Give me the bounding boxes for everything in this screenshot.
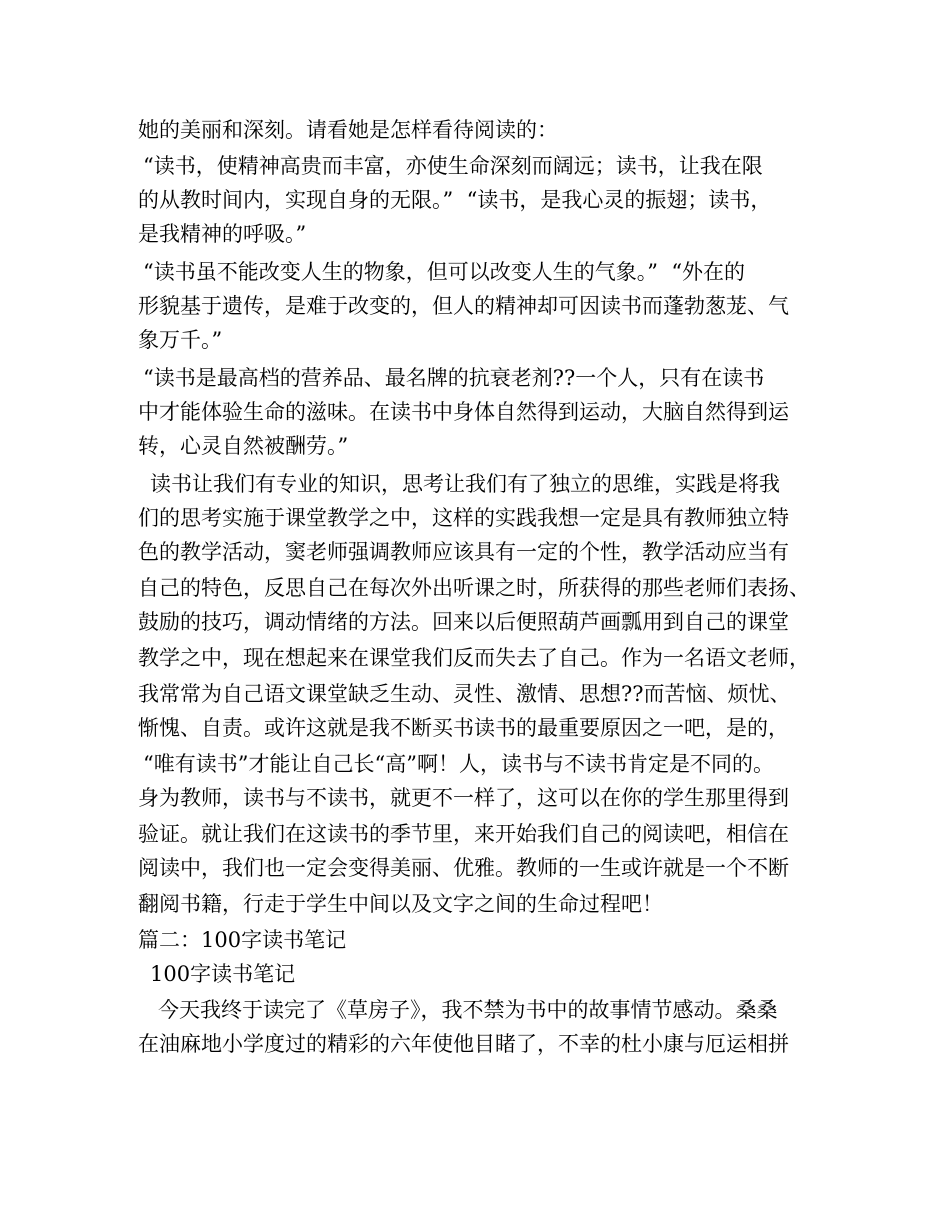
section-subheading: 100字读书笔记 (150, 962, 296, 986)
text-line: 的从教时间内，实现自身的无限。” “读书，是我心灵的振翅；读书， (138, 188, 772, 212)
text-line: 验证。就让我们在这读书的季节里，来开始我们自己的阅读吧，相信在 (138, 822, 789, 846)
text-line: 是我精神的呼吸。” (138, 222, 307, 246)
text-line: 今天我终于读完了《草房子》，我不禁为书中的故事情节感动。桑桑 (158, 998, 778, 1022)
text-line: 自己的特色，反思自己在每次外出听课之时，所获得的那些老师们表扬、 (138, 576, 810, 600)
text-line: 鼓励的技巧，调动情绪的方法。回来以后便照葫芦画瓢用到自己的课堂 (138, 610, 789, 634)
text-line: 身为教师，读书与不读书，就更不一样了，这可以在你的学生那里得到 (138, 786, 789, 810)
text-line: 阅读中，我们也一定会变得美丽、优雅。教师的一生或许就是一个不断 (138, 856, 789, 880)
text-line: “读书虽不能改变人生的物象，但可以改变人生的气象。” “外在的 (143, 260, 746, 284)
text-line: “唯有读书”才能让自己长“高”啊！人，读书与不读书肯定是不同的。 (143, 752, 774, 776)
text-line: 中才能体验生命的滋味。在读书中身体自然得到运动，大脑自然得到运 (138, 400, 789, 424)
text-line: “读书是最高档的营养品、最名牌的抗衰老剂??一个人，只有在读书 (143, 366, 765, 390)
text-line: 我常常为自己语文课堂缺乏生动、灵性、激情、思想??而苦恼、烦忧、 (138, 682, 791, 706)
text-line: 象万千。” (138, 328, 223, 352)
text-line: 翻阅书籍，行走于学生中间以及文字之间的生命过程吧！ (138, 892, 663, 916)
text-line: 们的思考实施于课堂教学之中，这样的实践我想一定是具有教师独立特 (138, 506, 789, 530)
text-line: 她的美丽和深刻。请看她是怎样看待阅读的： (138, 118, 558, 142)
text-line: “读书，使精神高贵而丰富，亦使生命深刻而阔远；读书，让我在限 (143, 154, 763, 178)
text-line: 在油麻地小学度过的精彩的六年使他目睹了，不幸的杜小康与厄运相拼 (138, 1032, 789, 1056)
text-line: 惭愧、自责。或许这就是我不断买书读书的最重要原因之一吧，是的， (138, 716, 789, 740)
text-line: 形貌基于遗传，是难于改变的，但人的精神却可因读书而蓬勃葱茏、气 (138, 294, 789, 318)
text-line: 教学之中，现在想起来在课堂我们反而失去了自己。作为一名语文老师， (138, 646, 810, 670)
text-line: 转，心灵自然被酬劳。” (138, 434, 349, 458)
section-heading: 篇二：100字读书笔记 (138, 928, 347, 952)
text-line: 色的教学活动，窦老师强调教师应该具有一定的个性，教学活动应当有 (138, 540, 789, 564)
text-line: 读书让我们有专业的知识，思考让我们有了独立的思维，实践是将我 (150, 472, 780, 496)
